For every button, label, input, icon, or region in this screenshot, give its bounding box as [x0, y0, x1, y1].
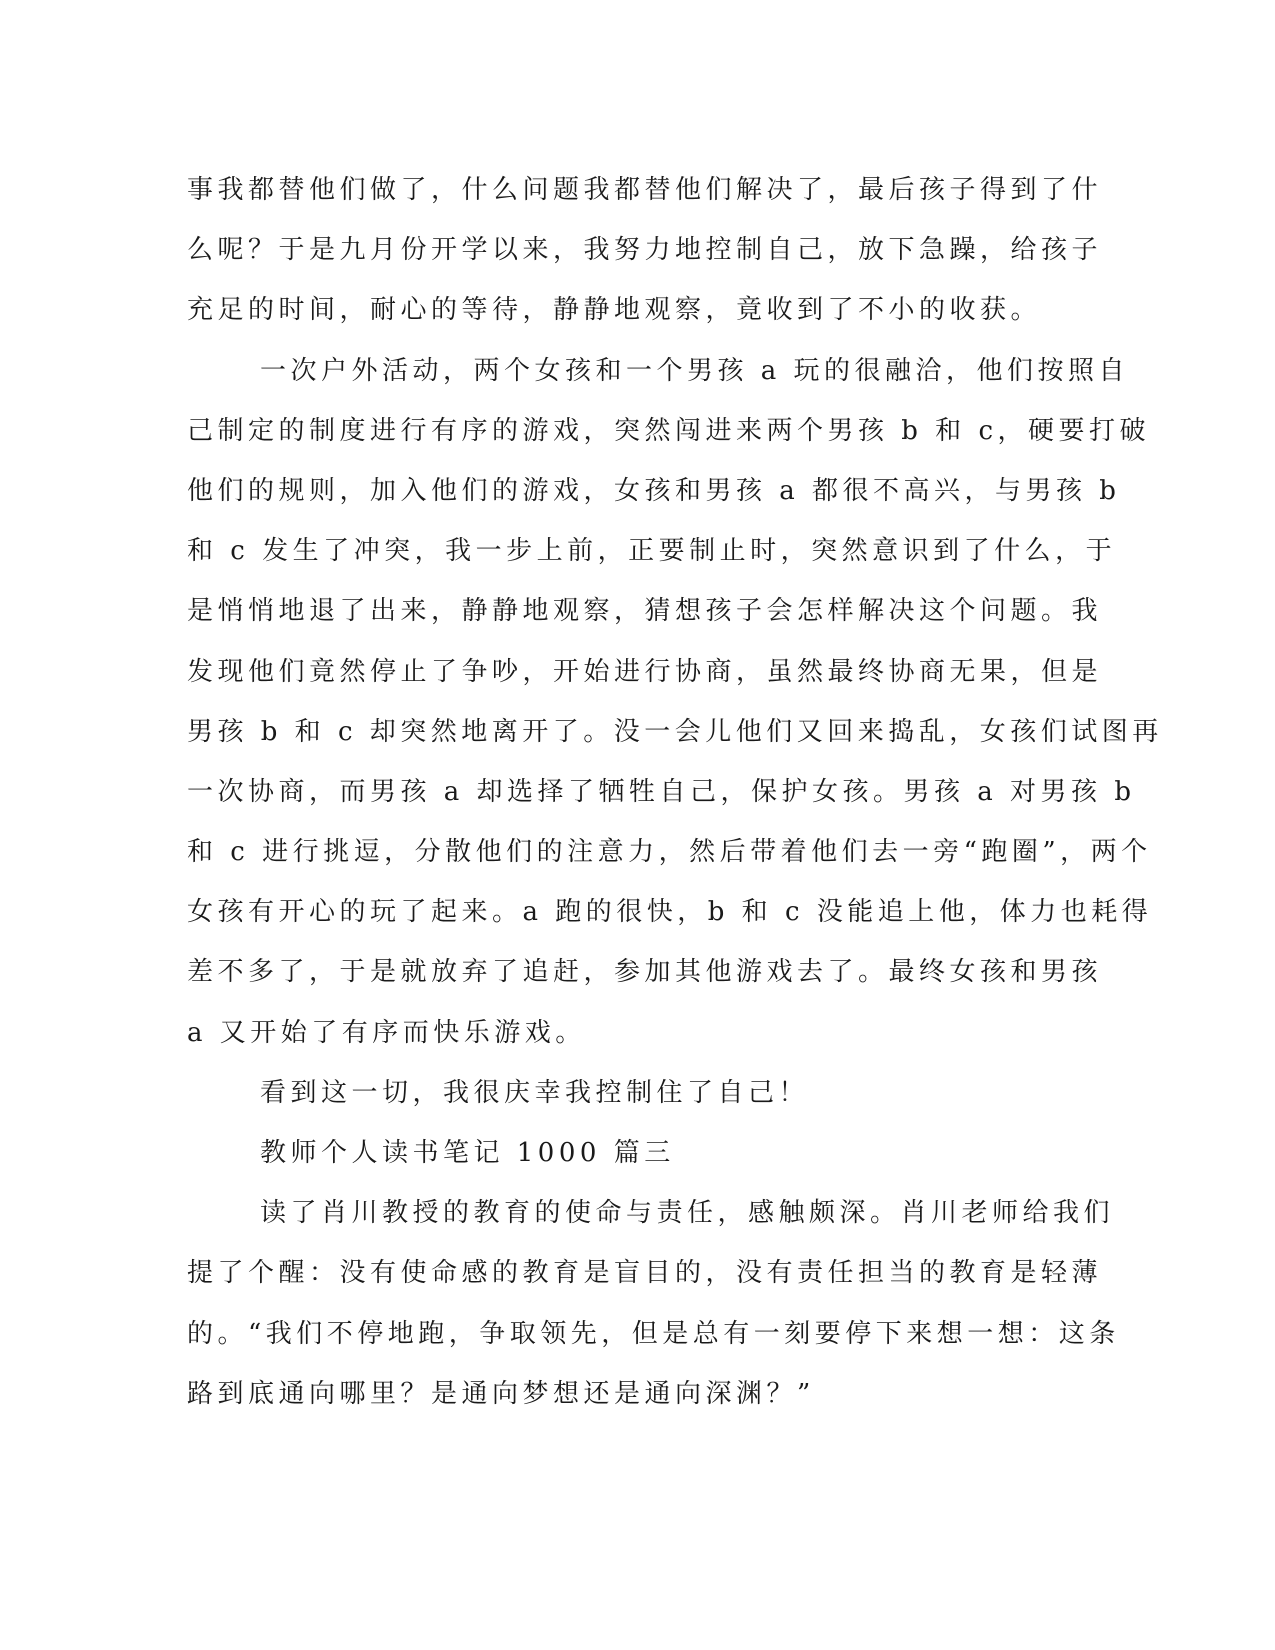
text-line: 和 c 发生了冲突，我一步上前，正要制止时，突然意识到了什么，于 [187, 536, 1117, 567]
text-line: 他们的规则，加入他们的游戏，女孩和男孩 a 都很不高兴，与男孩 b [187, 475, 1121, 506]
text-line: 一次协商，而男孩 a 却选择了牺牲自己，保护女孩。男孩 a 对男孩 b [187, 776, 1136, 807]
text-line: a 又开始了有序而快乐游戏。 [187, 1017, 586, 1048]
text-line: 读了肖川教授的教育的使命与责任，感触颇深。肖川老师给我们 [260, 1198, 1115, 1229]
text-line: 男孩 b 和 c 却突然地离开了。没一会儿他们又回来捣乱，女孩们试图再 [187, 716, 1163, 747]
text-line: 事我都替他们做了，什么问题我都替他们解决了，最后孩子得到了什 [187, 175, 1103, 205]
text-line: 么呢？于是九月份开学以来，我努力地控制自己，放下急躁，给孩子 [187, 235, 1103, 266]
text-line: 差不多了，于是就放弃了追赶，参加其他游戏去了。最终女孩和男孩 [187, 957, 1103, 988]
section-heading: 教师个人读书笔记 1000 篇三 [260, 1138, 675, 1168]
text-line: 女孩有开心的玩了起来。a 跑的很快，b 和 c 没能追上他，体力也耗得 [187, 897, 1153, 928]
text-line: 看到这一切，我很庆幸我控制住了自己！ [260, 1077, 810, 1108]
text-line: 一次户外活动，两个女孩和一个男孩 a 玩的很融洽，他们按照自 [260, 355, 1130, 386]
text-line: 和 c 进行挑逗，分散他们的注意力，然后带着他们去一旁“跑圈”，两个 [187, 837, 1152, 868]
text-line: 的。“我们不停地跑，争取领先，但是总有一刻要停下来想一想：这条 [187, 1318, 1120, 1349]
text-line: 己制定的制度进行有序的游戏，突然闯进来两个男孩 b 和 c，硬要打破 [187, 415, 1150, 446]
text-line: 提了个醒：没有使命感的教育是盲目的，没有责任担当的教育是轻薄 [187, 1258, 1103, 1289]
text-line: 发现他们竟然停止了争吵，开始进行协商，虽然最终协商无果，但是 [187, 656, 1103, 687]
text-line: 路到底通向哪里？是通向梦想还是通向深渊？” [187, 1378, 815, 1409]
body-text [187, 160, 1163, 1424]
text-line: 充足的时间，耐心的等待，静静地观察，竟收到了不小的收获。 [187, 295, 1042, 326]
text-line: 是悄悄地退了出来，静静地观察，猜想孩子会怎样解决这个问题。我 [187, 596, 1103, 627]
